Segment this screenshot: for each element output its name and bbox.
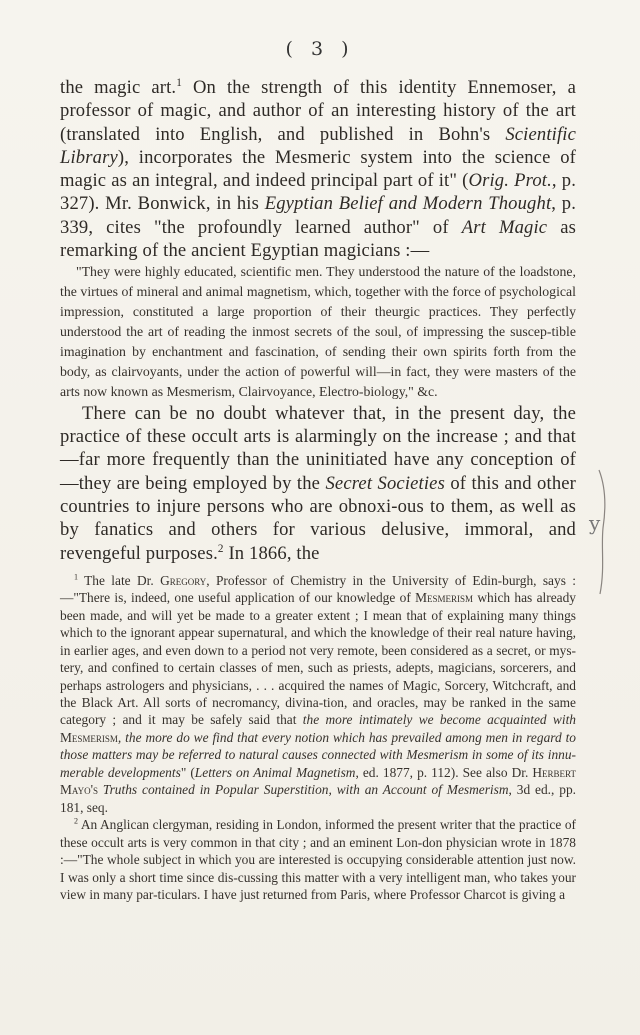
p1-text-3: ), incorporates the Mesmeric system into the science of magic as an integral, and indeed principal part of it" ( (60, 146, 576, 192)
fn1-text-5: , ed. 1877, p. 112). See also Dr. (355, 764, 533, 780)
p2-text-2: of this and other countries to injure persons who are obnoxi-ous to them, as well as by fanatics and others for various delusive, immoral, and revengeful purposes. (60, 472, 577, 564)
fn1-text-7: , 3d ed., pp. 181, seq. (60, 782, 576, 815)
footnote-2-marker: 2 (74, 816, 79, 826)
footnote-2 (60, 816, 576, 903)
p2-text-1: There can be no doubt whatever that, in the present day, the practice of these occult arts is alarmingly on the increase ; and that—far more frequently than the uninitiated have any conception of—they are being employed by the (60, 402, 576, 494)
fn2-text: An Anglican clergyman, residing in London, informed the present writer that the practice of these occult arts is very common in that city ; and an eminent Lon-don physician wrote in 1878 :—"The whole subject in which you are interested is occupying considerable attention just now. I was only a short time since dis-cussing this matter with a very intelligent man, who takes your view in many par-ticulars. I have just returned from Paris, where Professor Charcot is giving a (60, 817, 576, 902)
p1-title-art-magic: Art Magic (461, 216, 548, 238)
fn1-name-gregory: Gregory (160, 572, 207, 588)
p1-text-2: On the strength of this identity Ennemoser, a professor of magic, and author of an interesting history of the art (translated into English, and published in Bohn's (60, 77, 576, 145)
body-paragraph-2 (60, 402, 576, 565)
fn1-name-mayo: Herbert Mayo's (60, 764, 577, 798)
fn1-text-2: , Professor of Chemistry in the University of Edin-burgh, says :—"There is, indeed, one useful application of our knowledge of (60, 572, 576, 606)
p1-text-4: , p. 327). Mr. Bonwick, in his (60, 170, 577, 215)
p1-text-6: as remarking of the ancient Egyptian magicians :— (60, 216, 576, 262)
p1-title-scientific-library: Scientific Library (60, 123, 576, 168)
fn1-text-4: " ( (180, 764, 195, 780)
body-paragraph-1 (60, 76, 576, 262)
margin-pencil-mark: y (589, 511, 601, 535)
fn1-text-1: The late Dr. (78, 572, 161, 588)
p1-text-1: the magic art. (60, 77, 177, 98)
p1-title-orig-prot: Orig. Prot. (468, 170, 552, 192)
p2-title-secret-societies: Secret Societies (325, 472, 445, 494)
fn1-term-mesmerism-2: Mesmerism (60, 729, 118, 745)
p1-text-5: , p. 339, cites "the profoundly learned author" of (60, 193, 577, 238)
p1-title-egyptian-belief: Egyptian Belief and Modern Thought (264, 193, 552, 215)
fn1-title-truths: Truths contained in Popular Superstition, with an Account of Mesmerism (102, 782, 509, 798)
block-quote: "They were highly educated, scientific men. They understood the nature of the loadstone, the virtues of mineral and animal magnetism, which, together with the force of psychological impression, constituted a large proportion of their theurgic practices. They perfectly understood the art of reading the inmost secrets of the soul, of impressing the suscep-tible imagination by enchantment and fascination, of sending their own spirits forth from the body, as clairvoyants, under the action of powerful will—in fact, they were masters of the arts now known as Mesmerism, Clairvoyance, Electro-biology," &c. (60, 264, 576, 399)
fn1-text-3: which has already been made, and will yet be made to a greater extent ; I mean that of explaining many things which to the ignorant appear supernatural, and which the knowledge of their real nature having, in earlier ages, and even down to a period not very remote, been considered as a secret, or mys-tery, and confined to certain classes of men, such as priests, adepts, magicians, sorcerers, and perhaps astrologers and physicians, . . . acquired the names of Magic, Sorcery, Witchcraft, and the Black Art. All sorts of necromancy, divina-tion, and oracles, may be ranked in the same category ; and it may be safely said that (60, 590, 576, 728)
fn1-italic-2: , the more do we find that every notion which has prevailed among men in regard to those matters may be referred to natural causes connected with Mesmerism in some of its innu-merable developments (60, 729, 576, 780)
text-column (60, 76, 576, 903)
fn1-term-mesmerism: Mesmerism (415, 590, 474, 606)
page-number: ( 3 ) (285, 38, 355, 60)
footnote-1 (60, 572, 576, 816)
footnote-ref-2: 2 (217, 542, 224, 555)
footnotes (60, 572, 576, 904)
footnote-ref-1: 1 (176, 76, 182, 89)
fn1-title-letters: Letters on Animal Magnetism (194, 764, 356, 780)
footnote-1-marker: 1 (74, 572, 79, 582)
p2-text-3: In 1866, the (223, 542, 320, 564)
fn1-italic-1: the more intimately we become acquainted with (302, 712, 576, 728)
